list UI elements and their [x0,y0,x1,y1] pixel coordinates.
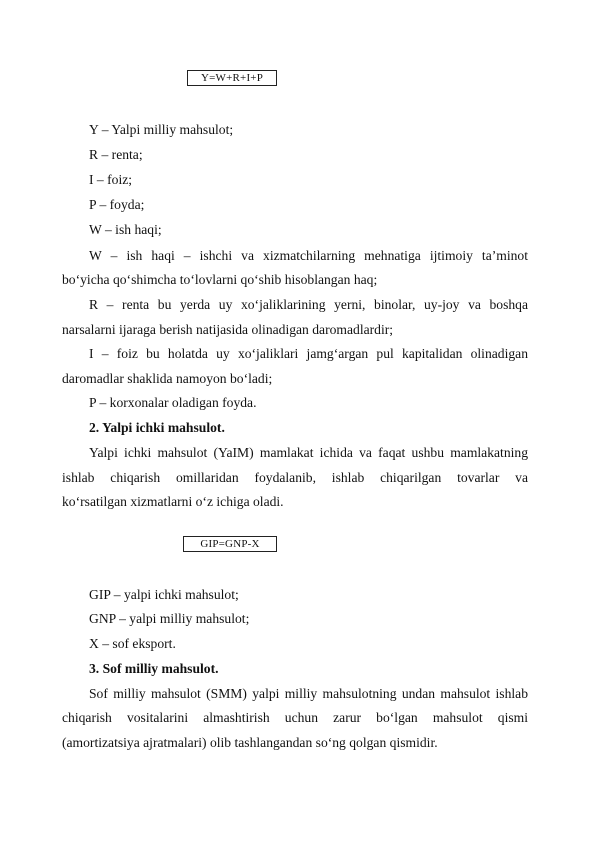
formula-gip-box: GIP=GNP-X [183,536,277,552]
def-gip: GIP – yalpi ichki mahsulot; [89,587,239,602]
def-gnp: GNP – yalpi milliy mahsulot; [89,611,250,626]
section2-paragraph-line2: ishlab chiqarish omillaridan foydalanib, ishlab chiqarilgan tovarlar va [62,470,528,485]
r-explanation-line1: R – renta bu yerda uy xo‘jaliklarining yerni, binolar, uy-joy va boshqa [89,297,528,312]
def-w: W – ish haqi; [89,222,162,237]
section2-paragraph-line3: ko‘rsatilgan xizmatlarni o‘z ichiga oladi. [62,494,284,509]
w-explanation-line2: bo‘yicha qo‘shimcha to‘lovlarni qo‘shib hisoblangan haq; [62,272,378,287]
formula-gnp-box: Y=W+R+I+P [187,70,277,86]
def-y: Y – Yalpi milliy mahsulot; [89,122,234,137]
section3-paragraph-line1: Sof milliy mahsulot (SMM) yalpi milliy mahsulotning undan mahsulot ishlab [89,686,528,701]
def-x: X – sof eksport. [89,636,176,651]
r-explanation-line2: narsalarni ijaraga berish natijasida olinadigan daromadlardir; [62,322,394,337]
i-explanation-line2: daromadlar shaklida namoyon bo‘ladi; [62,371,273,386]
w-explanation-line1: W – ish haqi – ishchi va xizmatchilarning mehnatiga ijtimoiy ta’minot [89,248,528,263]
def-i: I – foiz; [89,172,133,187]
p-explanation: P – korxonalar oladigan foyda. [89,395,257,410]
section3-paragraph-line2: chiqarish vositalarini almashtirish uchun zarur bo‘lgan mahsulot qismi [62,710,528,725]
def-p: P – foyda; [89,197,145,212]
section2-paragraph-line1: Yalpi ichki mahsulot (YaIM) mamlakat ichida va faqat ushbu mamlakatning [89,445,528,460]
i-explanation-line1: I – foiz bu holatda uy xo‘jaliklari jamg‘argan pul kapitalidan olinadigan [89,346,528,361]
section3-paragraph-line3: (amortizatsiya ajratmalari) olib tashlangandan so‘ng qolgan qismidir. [62,735,438,750]
section2-heading: 2. Yalpi ichki mahsulot. [89,420,225,435]
def-r: R – renta; [89,147,143,162]
section3-heading: 3. Sof milliy mahsulot. [89,661,219,676]
